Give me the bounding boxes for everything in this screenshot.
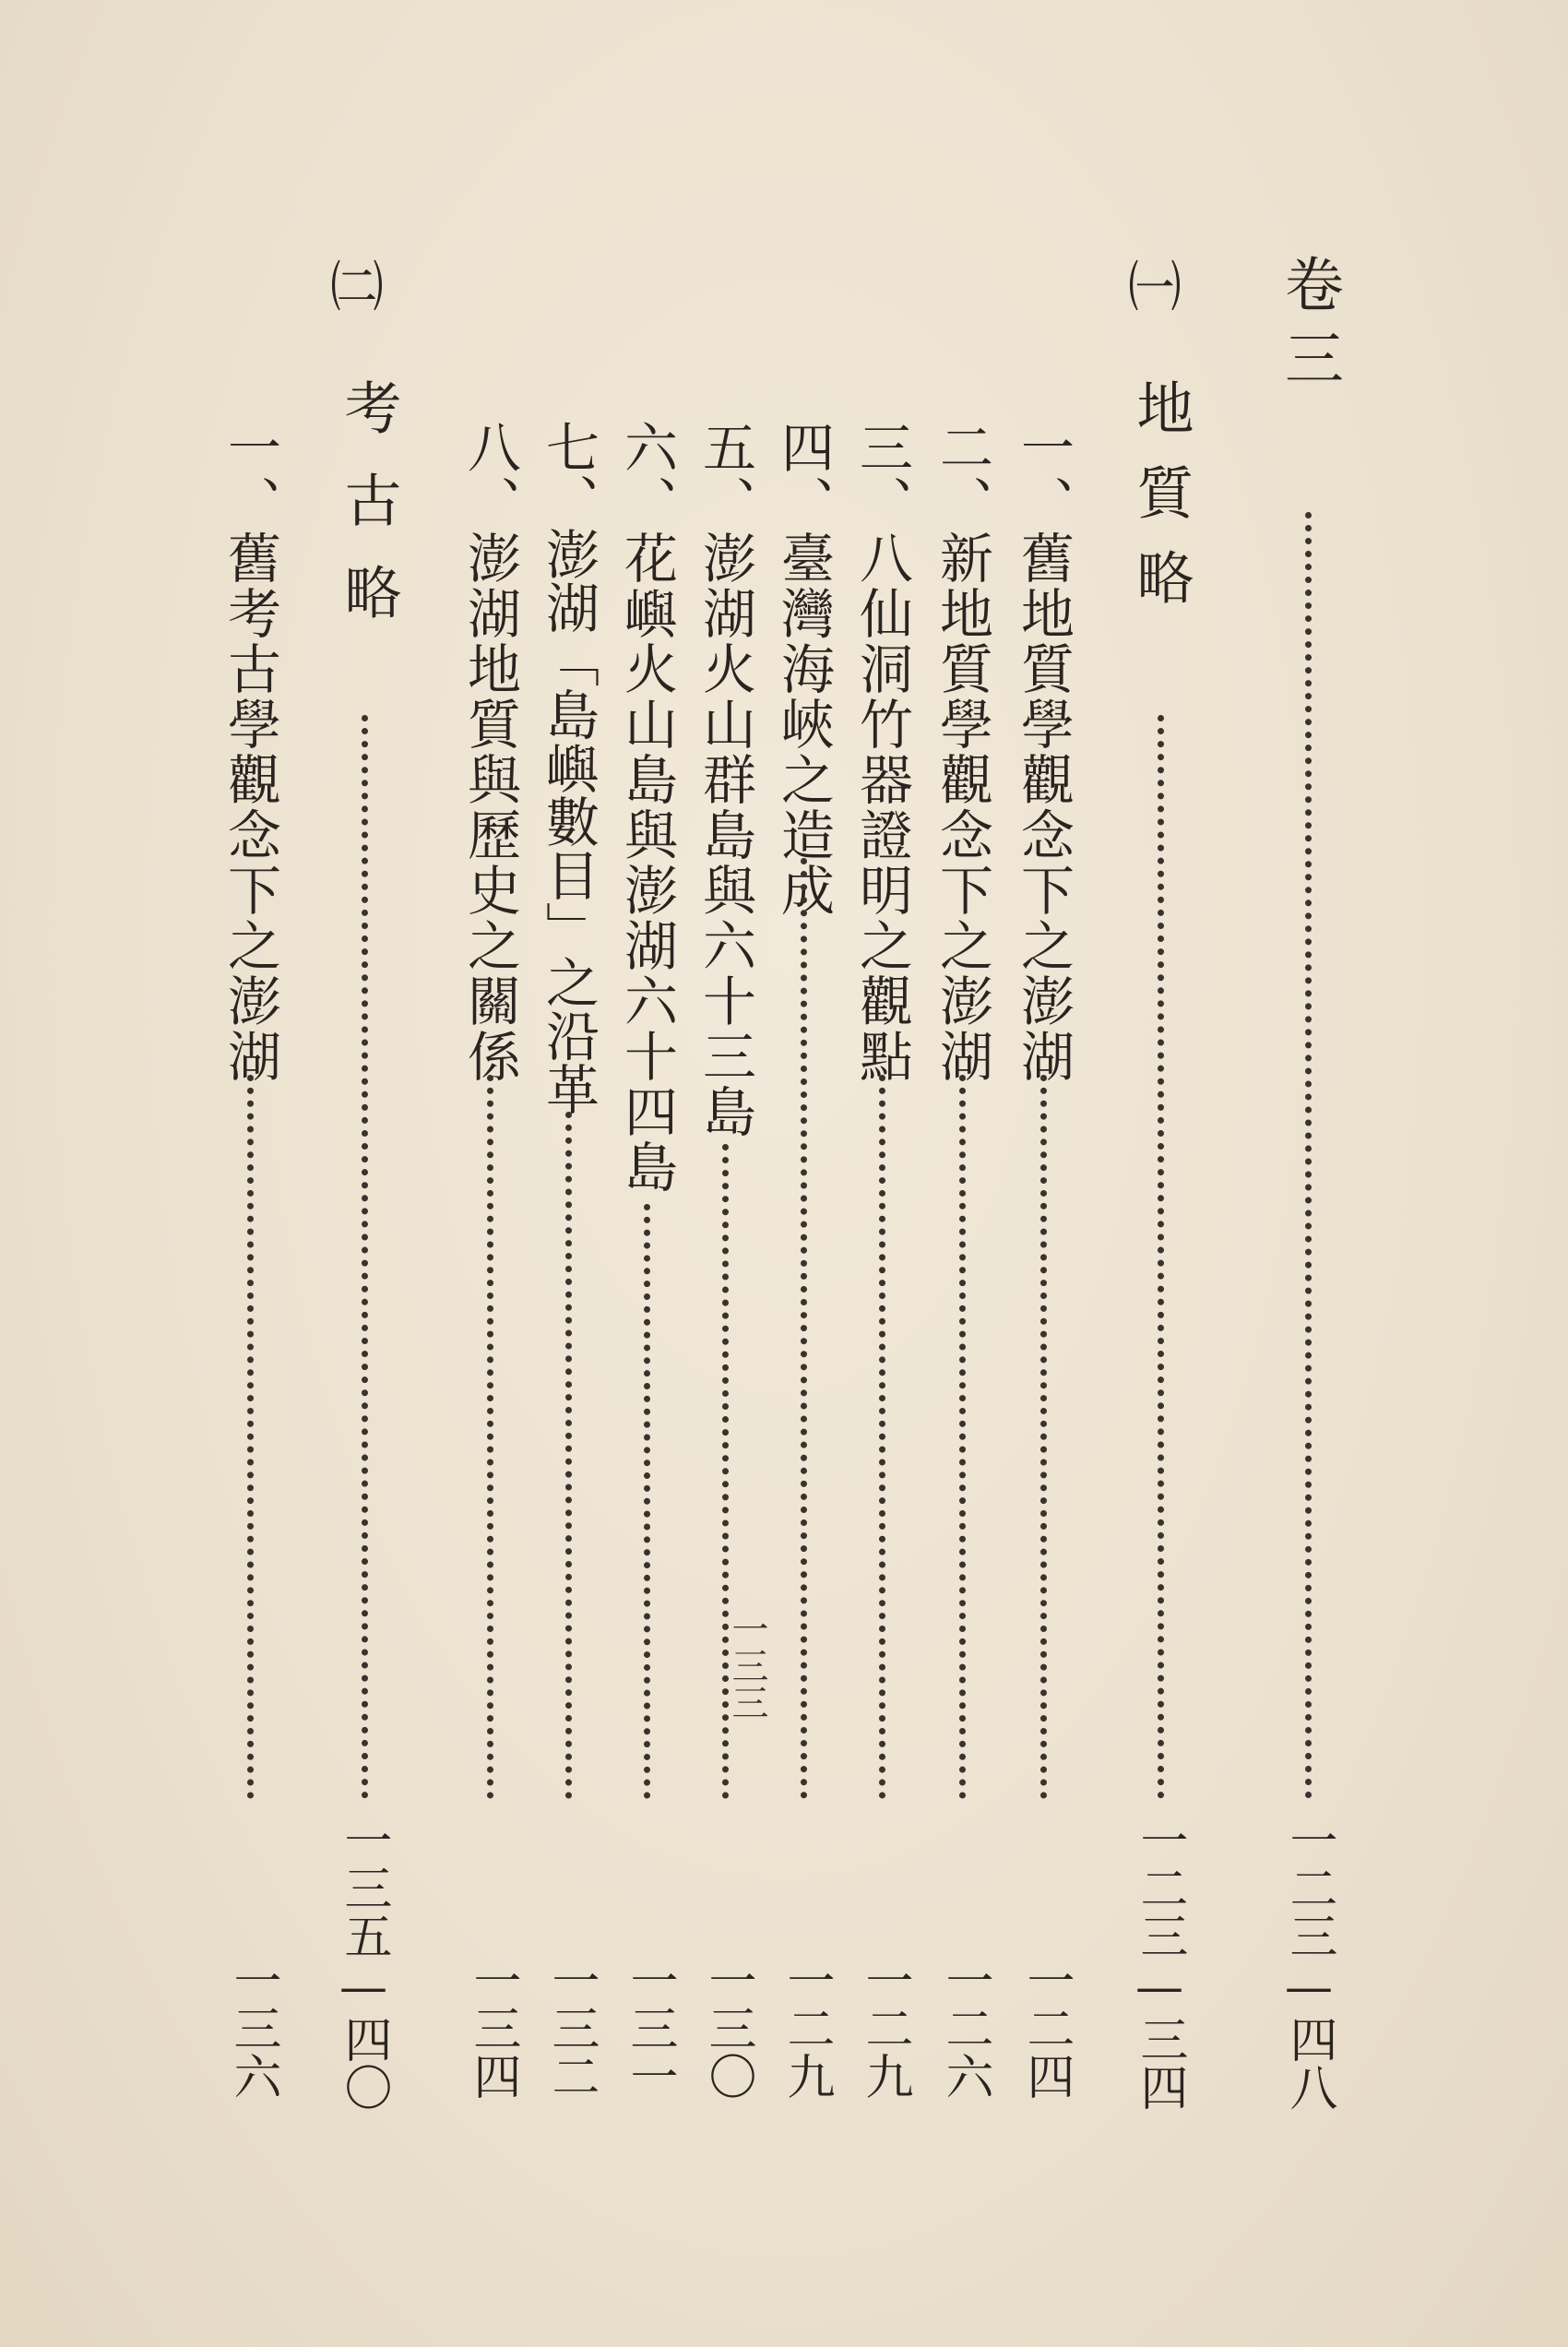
item-page: 一三一 (622, 1956, 677, 2100)
item-page: 一二六 (937, 1956, 992, 2100)
item-title: 八、澎湖地質與歷史之關係 (458, 420, 521, 1084)
leader-dots (959, 1075, 966, 1799)
item-title: 六、花嶼火山島與澎湖六十四島 (615, 420, 678, 1195)
leader-dots (565, 1112, 572, 1799)
section-2-marker: ㈡ (330, 256, 385, 318)
leader-dots (362, 715, 368, 1799)
section-1-marker: ㈠ (1128, 256, 1182, 318)
leader-dots (1158, 715, 1164, 1799)
list-item (1005, 0, 1088, 2347)
section-1-column (1121, 0, 1204, 2347)
item-title: 五、澎湖火山群島與六十三島 (694, 420, 756, 1139)
leader-dots (487, 1075, 493, 1799)
volume-title: 卷三 (1275, 254, 1343, 401)
section-1-pages: 一二三—三四 (1132, 1816, 1187, 2111)
item-page: 一二四 (1018, 1956, 1074, 2100)
section-1-title: 地質略 (1127, 378, 1194, 633)
item-title: 一、舊地質學觀念下之澎湖 (1012, 420, 1075, 1084)
item-page: 一二九 (857, 1956, 912, 2100)
leader-dots (1305, 512, 1312, 1799)
list-item (212, 0, 295, 2347)
item-page: 一三〇 (700, 1956, 755, 2100)
leader-dots (879, 1075, 885, 1799)
item-title: 一、舊考古學觀念下之澎湖 (219, 420, 281, 1084)
item-page: 一二九 (778, 1956, 834, 2100)
item-title: 三、八仙洞竹器證明之觀點 (850, 420, 913, 1084)
list-item (844, 0, 927, 2347)
section-2-pages: 一三五—四〇 (336, 1816, 391, 2111)
section-2-title: 考古略 (335, 378, 402, 655)
item-title: 七、澎湖「島嶼數目」之沿革 (537, 420, 600, 1115)
list-item (924, 0, 1007, 2347)
item-title: 二、新地質學觀念下之澎湖 (931, 420, 993, 1084)
page-number: 一三三 (726, 1610, 768, 1721)
item-page: 一三二 (543, 1956, 599, 2100)
volume-column (1268, 0, 1351, 2347)
item-title: 四、臺灣海峽之造成 (772, 420, 835, 918)
leader-dots (1040, 1075, 1047, 1799)
list-item (687, 0, 770, 2347)
list-item (609, 0, 692, 2347)
leader-dots (801, 858, 807, 1799)
list-item (766, 0, 849, 2347)
leader-dots (247, 1075, 254, 1799)
item-page: 一三四 (465, 1956, 520, 2100)
section-2-column (323, 0, 406, 2347)
leader-dots (644, 1204, 650, 1799)
volume-pages: 一二三—四八 (1281, 1816, 1336, 2111)
item-page: 一三六 (225, 1956, 280, 2100)
list-item (530, 0, 613, 2347)
list-item (452, 0, 535, 2347)
